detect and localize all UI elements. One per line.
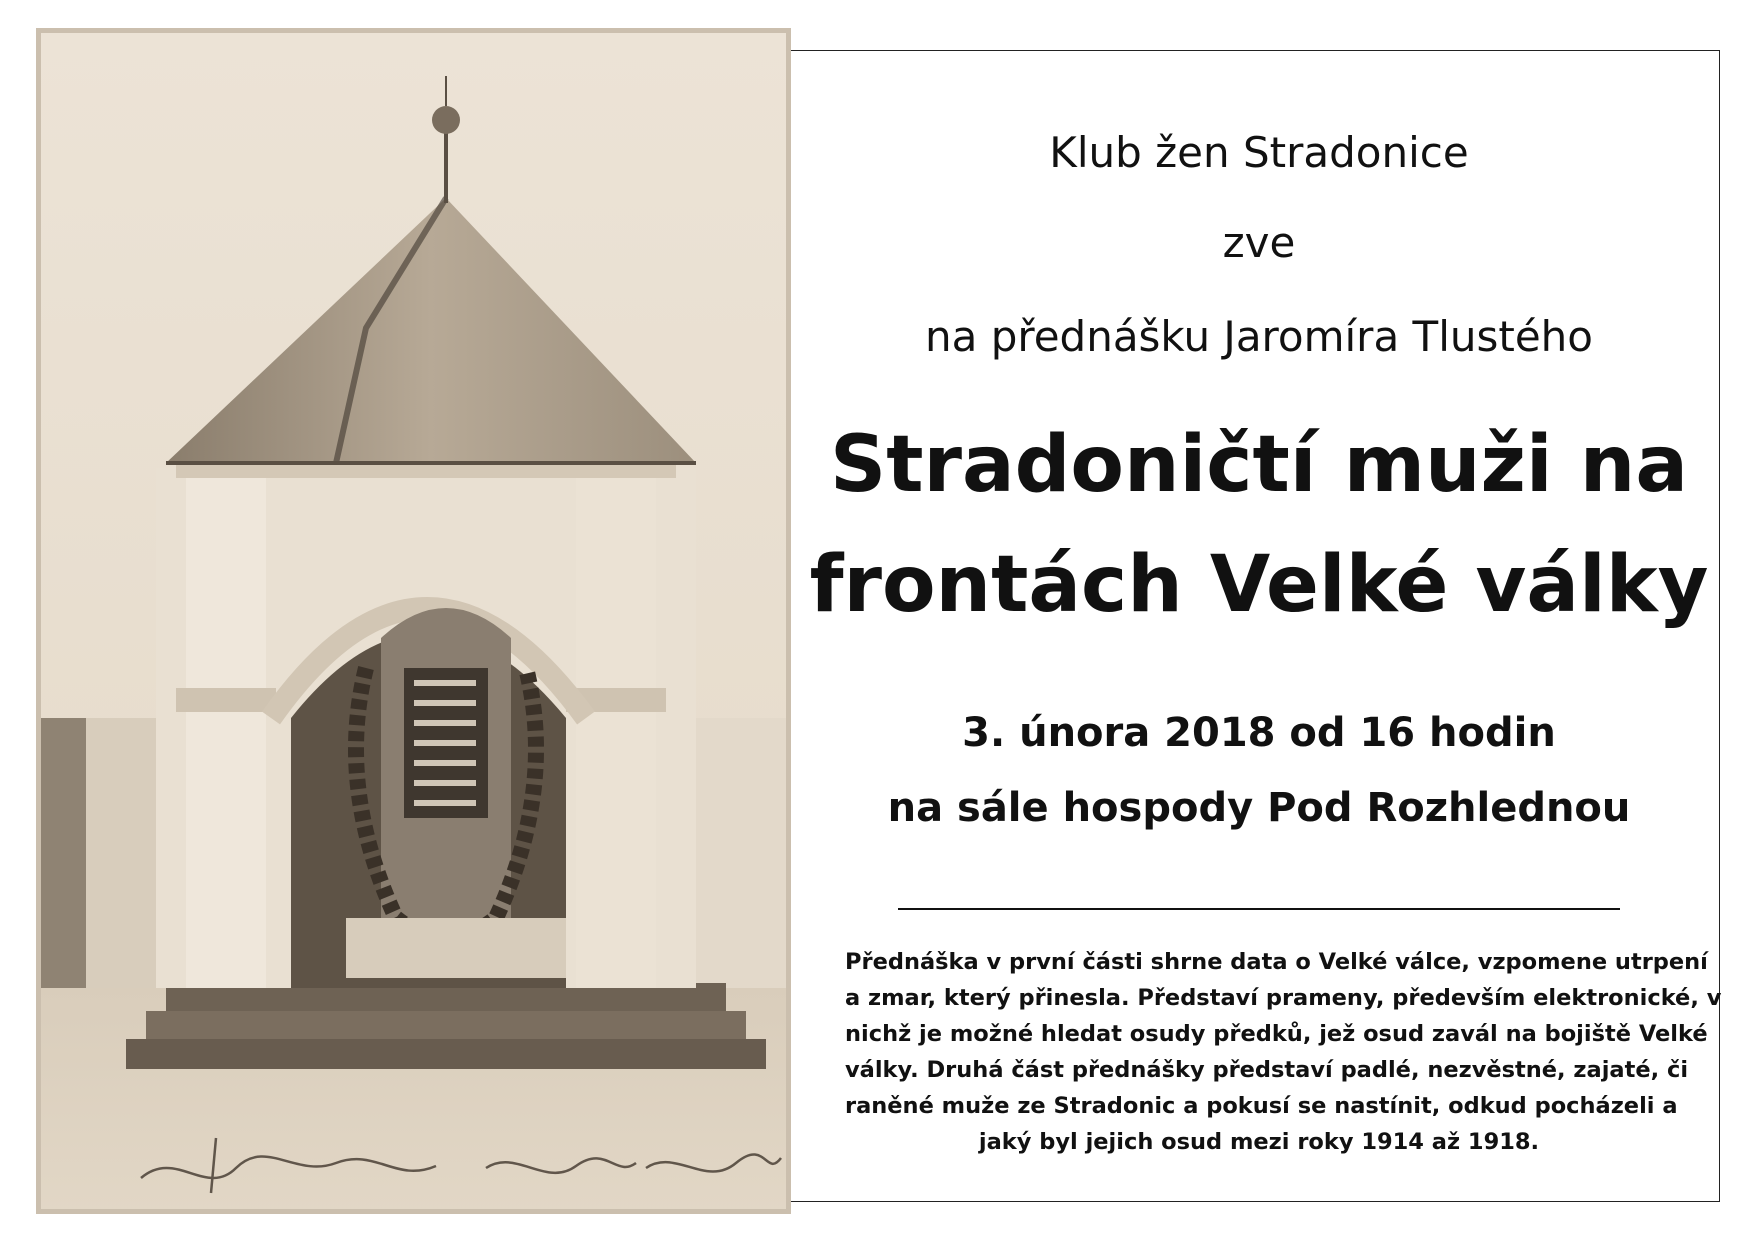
lecture-title-line-2: frontách Velké války xyxy=(809,540,1709,630)
war-memorial-photo xyxy=(36,28,791,1214)
description-line: Přednáška v první části shrne data o Velké válce, vzpomene utrpení xyxy=(845,949,1708,975)
memorial-chapel-illustration xyxy=(36,28,791,1214)
invitation-text-panel xyxy=(800,50,1722,1200)
description-line: jaký byl jejich osud mezi roky 1914 až 1918. xyxy=(978,1129,1540,1155)
lecture-description xyxy=(845,944,1722,1160)
description-line: a zmar, který přinesla. Představí prameny, především elektronické, v xyxy=(845,985,1722,1011)
description-line: raněné muže ze Stradonic a pokusí se nastínit, odkud pocházeli a xyxy=(845,1093,1678,1119)
description-line: nichž je možné hledat osudy předků, jež osud zavál na bojiště Velké xyxy=(845,1021,1708,1047)
lecture-title-line-1: Stradoničtí muži na xyxy=(830,420,1688,510)
event-venue: na sále hospody Pod Rozhlednou xyxy=(887,785,1631,831)
description-line: války. Druhá část přednášky představí padlé, nezvěstné, zajaté, či xyxy=(845,1057,1689,1083)
invites-text: zve xyxy=(1222,218,1296,267)
divider-line xyxy=(898,908,1620,910)
organizer-name: Klub žen Stradonice xyxy=(1049,128,1469,177)
event-date: 3. února 2018 od 16 hodin xyxy=(962,710,1556,756)
lecturer-line: na přednášku Jaromíra Tlustého xyxy=(924,312,1593,361)
